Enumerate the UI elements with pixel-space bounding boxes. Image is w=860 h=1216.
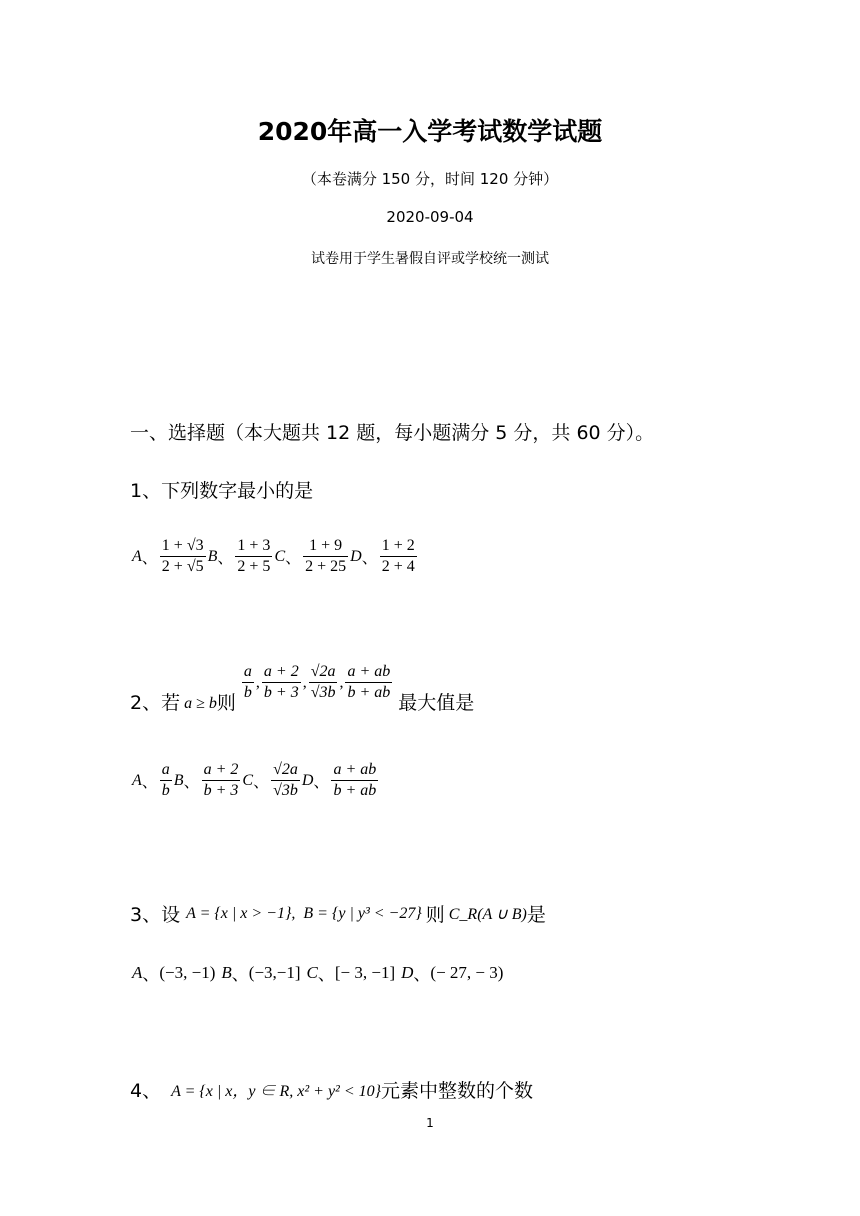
option-b: B 、 (−3,−1] bbox=[221, 962, 301, 984]
section-heading: 一、选择题（本大题共 12 题，每小题满分 5 分，共 60 分）。 bbox=[130, 422, 655, 444]
option-a: A 、 $\frac{1 + √3}{2 + √5}$ bbox=[132, 537, 204, 575]
question-2-stem: 2、若 a ≥ b 则 $\frac{a}{b}$ , $\frac{a + 2}{b + 3}$ , $\frac{√2a}{√3b}$ , $\frac{a + ab}{b + ab}$ 最大值是 bbox=[130, 663, 475, 714]
question-1-options bbox=[132, 536, 419, 577]
exam-note: 试卷用于学生暑假自评或学校统一测试 bbox=[311, 251, 549, 267]
option-b: B 、 $\frac{1 + 3}{2 + 5}$ bbox=[207, 537, 271, 575]
question-2-options bbox=[132, 760, 380, 801]
option-a: A 、 (−3, −1) bbox=[132, 962, 216, 984]
option-d: D 、 $\frac{1 + 2}{2 + 4}$ bbox=[350, 537, 415, 575]
question-3-stem: 3、设 A = {x | x > −1}, B = {y | y³ < −27} 则 C_R(A ∪ B) 是 bbox=[130, 904, 546, 926]
question-3-options bbox=[132, 960, 503, 985]
option-d: D 、 $\frac{a + ab}{b + ab}$ bbox=[301, 761, 377, 799]
page-number: 1 bbox=[426, 1116, 434, 1130]
option-c: C 、 $\frac{1 + 9}{2 + 25}$ bbox=[274, 537, 347, 575]
exam-subtitle: （本卷满分 150 分，时间 120 分钟） bbox=[301, 170, 559, 188]
exam-date: 2020-09-04 bbox=[386, 208, 474, 226]
question-4-stem: 4、 A = {x | x，y ∈ R, x² + y² < 10} 元素中整数的个数 bbox=[130, 1080, 534, 1102]
option-c: C 、 $\frac{√2a}{√3b}$ bbox=[242, 761, 298, 799]
option-d: D 、 (− 27, − 3) bbox=[401, 962, 504, 984]
question-1-stem: 1、下列数字最小的是 bbox=[130, 480, 314, 502]
option-b: B 、 $\frac{a + 2}{b + 3}$ bbox=[173, 761, 239, 799]
option-a: A 、 $\frac{a}{b}$ bbox=[132, 761, 170, 799]
exam-title: 2020年高一入学考试数学试题 bbox=[257, 117, 603, 146]
option-c: C 、 [− 3, −1] bbox=[306, 962, 396, 984]
